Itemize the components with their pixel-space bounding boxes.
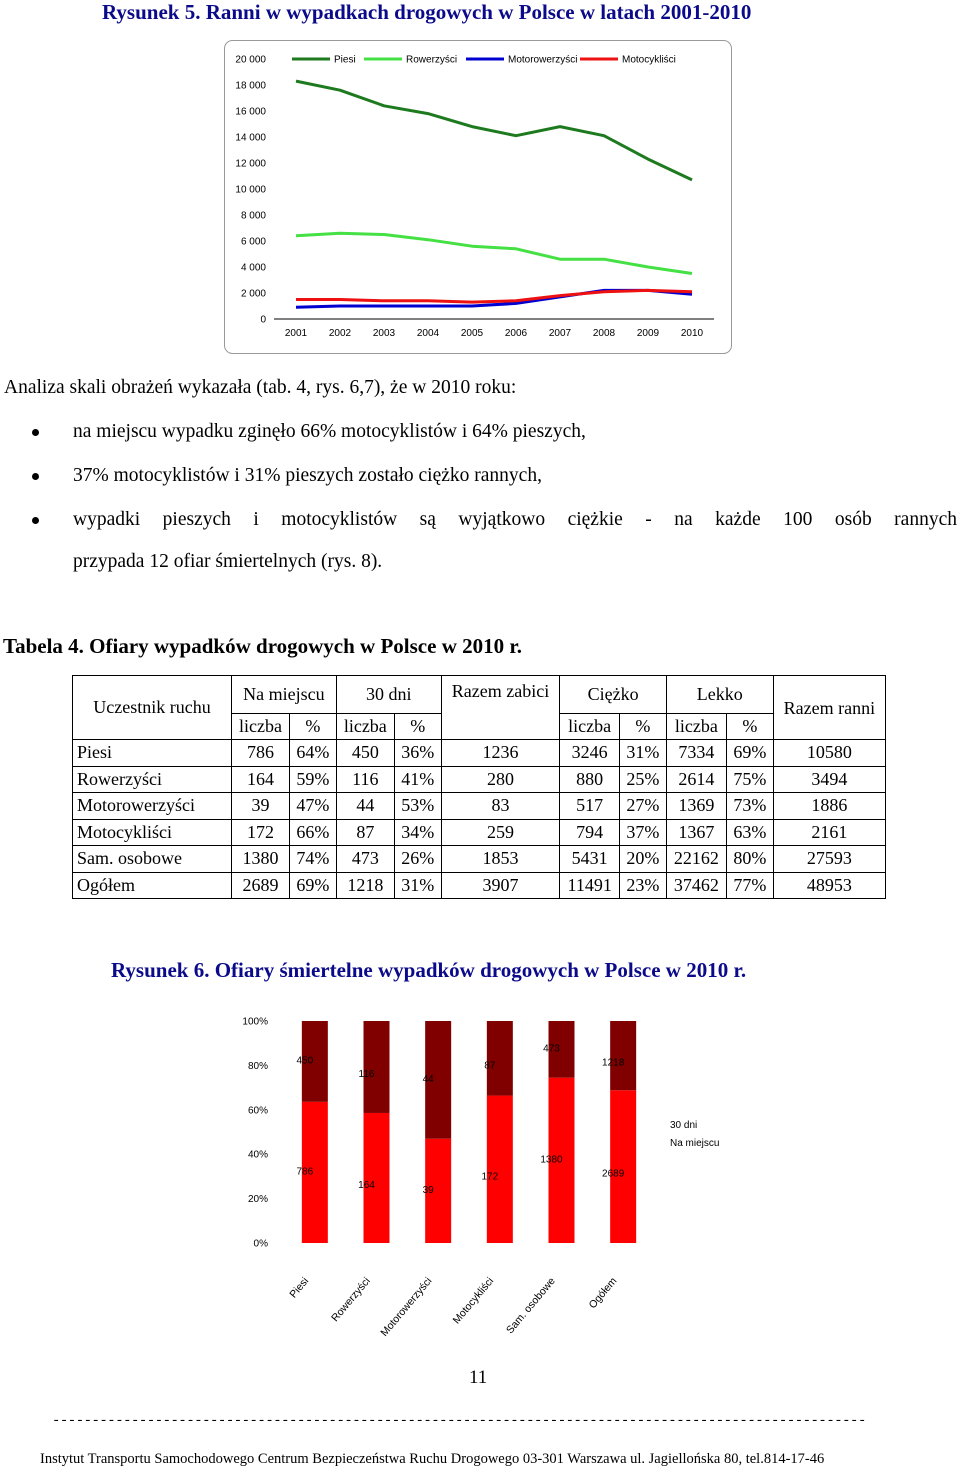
bar-segment-30-dni: [610, 1021, 636, 1090]
victims-table: [72, 675, 886, 899]
y-tick-label: 0%: [253, 1238, 268, 1250]
table-cell: 37%: [619, 819, 666, 846]
header-on-site: Na miejscu: [232, 676, 337, 714]
table-cell: 73%: [726, 793, 773, 820]
table-cell: 1218: [336, 872, 394, 899]
stacked-bar-chart-fatalities: [224, 1005, 744, 1345]
table-row: [73, 846, 886, 873]
legend-label: Motorowerzyści: [508, 54, 578, 66]
line-chart-injured: [224, 40, 732, 354]
legend-label: Motocykliści: [622, 54, 676, 66]
finding-item: wypadki pieszych i motocyklistów są wyjątkowo ciężkie - na każde 100 osób rannych: [73, 508, 957, 532]
table-cell: 880: [560, 766, 620, 793]
table-row: [73, 819, 886, 846]
footer-address: Instytut Transportu Samochodowego Centrum Bezpieczeństwa Ruchu Drogowego 03-301 Warszawa ul. Jagiellońska 80, tel.814-17-46: [40, 1451, 825, 1467]
table-cell: 1236: [441, 740, 560, 767]
table-cell: 39: [232, 793, 290, 820]
header-30-days: 30 dni: [336, 676, 441, 714]
data-label: 473: [543, 1043, 560, 1055]
legend-label: Na miejscu: [670, 1138, 720, 1149]
table-row: [73, 740, 886, 767]
table-header-row: [73, 676, 886, 714]
x-tick-label: Ogółem: [586, 1275, 620, 1312]
table-cell: 172: [232, 819, 290, 846]
table-cell: 5431: [560, 846, 620, 873]
table-cell: 25%: [619, 766, 666, 793]
row-label: Rowerzyści: [73, 766, 232, 793]
table-cell: 23%: [619, 872, 666, 899]
table-cell: 34%: [394, 819, 441, 846]
table-cell: 164: [232, 766, 290, 793]
data-label: 116: [358, 1068, 375, 1080]
footer-divider: -------------------------------------------------------------------------------------------------------: [52, 1413, 866, 1429]
bar-segment-30-dni: [487, 1021, 513, 1096]
row-label: Motocykliści: [73, 819, 232, 846]
table-cell: 69%: [726, 740, 773, 767]
row-label: Ogółem: [73, 872, 232, 899]
table-cell: 75%: [726, 766, 773, 793]
table-cell: 64%: [289, 740, 336, 767]
findings-list: [73, 420, 957, 590]
bar-segment-na-miejscu: [610, 1090, 636, 1243]
table-cell: 47%: [289, 793, 336, 820]
table-cell: 27593: [773, 846, 885, 873]
y-tick-label: 18 000: [235, 80, 266, 92]
table-cell: 53%: [394, 793, 441, 820]
table-cell: 786: [232, 740, 290, 767]
data-label: 1380: [540, 1154, 563, 1166]
y-tick-label: 80%: [247, 1060, 268, 1072]
x-tick-label: 2001: [284, 328, 308, 339]
bullet-icon: [32, 429, 39, 436]
table-cell: 2689: [232, 872, 290, 899]
table-cell: 1369: [666, 793, 726, 820]
subheader-pct: %: [289, 714, 336, 740]
table-cell: 3907: [441, 872, 560, 899]
table-cell: 116: [336, 766, 394, 793]
subheader-pct: %: [394, 714, 441, 740]
y-tick-label: 12 000: [235, 158, 266, 170]
legend-label: 30 dni: [670, 1120, 698, 1131]
table-cell: 7334: [666, 740, 726, 767]
table-cell: 74%: [289, 846, 336, 873]
bar-segment-30-dni: [364, 1021, 390, 1113]
table-cell: 3246: [560, 740, 620, 767]
y-tick-label: 6 000: [240, 236, 266, 248]
x-tick-label: 2007: [548, 328, 572, 339]
y-tick-label: 8 000: [240, 210, 266, 222]
data-label: 39: [422, 1184, 434, 1196]
y-tick-label: 14 000: [235, 132, 266, 144]
y-tick-label: 60%: [247, 1105, 268, 1117]
y-tick-label: 16 000: [235, 106, 266, 118]
table-cell: 26%: [394, 846, 441, 873]
finding-item: na miejscu wypadku zginęło 66% motocyklistów i 64% pieszych,: [73, 420, 586, 444]
figure5-title: Rysunek 5. Ranni w wypadkach drogowych w Polsce w latach 2001-2010: [102, 0, 752, 24]
table-cell: 36%: [394, 740, 441, 767]
table-body: [73, 740, 886, 899]
table-cell: 66%: [289, 819, 336, 846]
table-cell: 794: [560, 819, 620, 846]
table-cell: 1853: [441, 846, 560, 873]
subheader-count: liczba: [666, 714, 726, 740]
x-tick-label: Sam. osobowe: [503, 1275, 558, 1337]
table-row: [73, 793, 886, 820]
table-cell: 77%: [726, 872, 773, 899]
table-cell: 80%: [726, 846, 773, 873]
table-cell: 83: [441, 793, 560, 820]
table-cell: 59%: [289, 766, 336, 793]
x-tick-label: 2009: [636, 328, 660, 339]
y-tick-label: 4 000: [240, 262, 266, 274]
header-participant: Uczestnik ruchu: [73, 676, 232, 740]
x-tick-label: 2006: [504, 328, 528, 339]
table-row: [73, 766, 886, 793]
subheader-pct: %: [619, 714, 666, 740]
legend-label: Piesi: [334, 54, 356, 66]
table-cell: 450: [336, 740, 394, 767]
y-tick-label: 20 000: [235, 54, 266, 66]
row-label: Sam. osobowe: [73, 846, 232, 873]
data-label: 172: [481, 1171, 499, 1183]
table-cell: 87: [336, 819, 394, 846]
table-cell: 27%: [619, 793, 666, 820]
data-label: 1218: [602, 1057, 625, 1069]
x-tick-label: Motorowerzyści: [378, 1275, 435, 1339]
table-cell: 473: [336, 846, 394, 873]
y-tick-label: 20%: [247, 1194, 268, 1206]
table-cell: 259: [441, 819, 560, 846]
table-cell: 10580: [773, 740, 885, 767]
data-label: 786: [296, 1166, 314, 1178]
header-total-killed: Razem zabici: [441, 676, 560, 740]
subheader-count: liczba: [336, 714, 394, 740]
table-cell: 37462: [666, 872, 726, 899]
row-label: Motorowerzyści: [73, 793, 232, 820]
table-cell: 11491: [560, 872, 620, 899]
table-cell: 20%: [619, 846, 666, 873]
table-cell: 1886: [773, 793, 885, 820]
data-label: 164: [358, 1179, 375, 1191]
y-tick-label: 0: [260, 314, 266, 326]
x-tick-label: Motocykliści: [450, 1275, 497, 1327]
data-label: 44: [422, 1073, 434, 1085]
table-cell: 517: [560, 793, 620, 820]
table4-title: Tabela 4. Ofiary wypadków drogowych w Polsce w 2010 r.: [3, 634, 523, 658]
subheader-count: liczba: [560, 714, 620, 740]
header-serious: Ciężko: [560, 676, 666, 714]
table-cell: 69%: [289, 872, 336, 899]
table-cell: 31%: [394, 872, 441, 899]
table-cell: 3494: [773, 766, 885, 793]
data-label: 2689: [602, 1168, 625, 1180]
row-label: Piesi: [73, 740, 232, 767]
x-tick-label: 2003: [372, 328, 396, 339]
x-tick-label: 2005: [460, 328, 484, 339]
bar-segment-na-miejscu: [487, 1096, 513, 1243]
bullet-icon: [32, 473, 39, 480]
finding-item: 37% motocyklistów i 31% pieszych zostało ciężko rannych,: [73, 464, 542, 488]
header-light: Lekko: [666, 676, 773, 714]
x-tick-label: 2002: [328, 328, 352, 339]
table-cell: 280: [441, 766, 560, 793]
table-cell: 63%: [726, 819, 773, 846]
table-cell: 44: [336, 793, 394, 820]
table-cell: 31%: [619, 740, 666, 767]
x-tick-label: Rowerzyści: [329, 1275, 373, 1325]
table-row: [73, 872, 886, 899]
bullet-icon: [32, 517, 39, 524]
chart-legend: [658, 1114, 734, 1152]
subheader-pct: %: [726, 714, 773, 740]
y-tick-label: 2 000: [240, 288, 266, 300]
x-tick-label: 2008: [592, 328, 616, 339]
table-cell: 1380: [232, 846, 290, 873]
bar-segment-na-miejscu: [364, 1113, 390, 1243]
table-cell: 2614: [666, 766, 726, 793]
data-label: 87: [484, 1060, 496, 1072]
data-label: 450: [296, 1055, 314, 1067]
page-number: 11: [469, 1367, 488, 1388]
x-tick-label: Piesi: [287, 1275, 312, 1301]
table-cell: 1367: [666, 819, 726, 846]
table-cell: 48953: [773, 872, 885, 899]
finding-item-continuation: przypada 12 ofiar śmiertelnych (rys. 8).: [73, 551, 383, 572]
subheader-count: liczba: [232, 714, 290, 740]
x-tick-label: 2004: [416, 328, 440, 339]
table-cell: 41%: [394, 766, 441, 793]
header-total-injured: Razem ranni: [773, 676, 885, 740]
legend-label: Rowerzyści: [406, 54, 458, 66]
analysis-intro: Analiza skali obrażeń wykazała (tab. 4, rys. 6,7), że w 2010 roku:: [4, 377, 517, 398]
y-tick-label: 100%: [242, 1016, 268, 1028]
x-tick-label: 2010: [680, 328, 704, 339]
table-cell: 2161: [773, 819, 885, 846]
table-cell: 22162: [666, 846, 726, 873]
y-tick-label: 40%: [247, 1149, 268, 1161]
figure6-title: Rysunek 6. Ofiary śmiertelne wypadków drogowych w Polsce w 2010 r.: [111, 958, 747, 982]
y-tick-label: 10 000: [235, 184, 266, 196]
